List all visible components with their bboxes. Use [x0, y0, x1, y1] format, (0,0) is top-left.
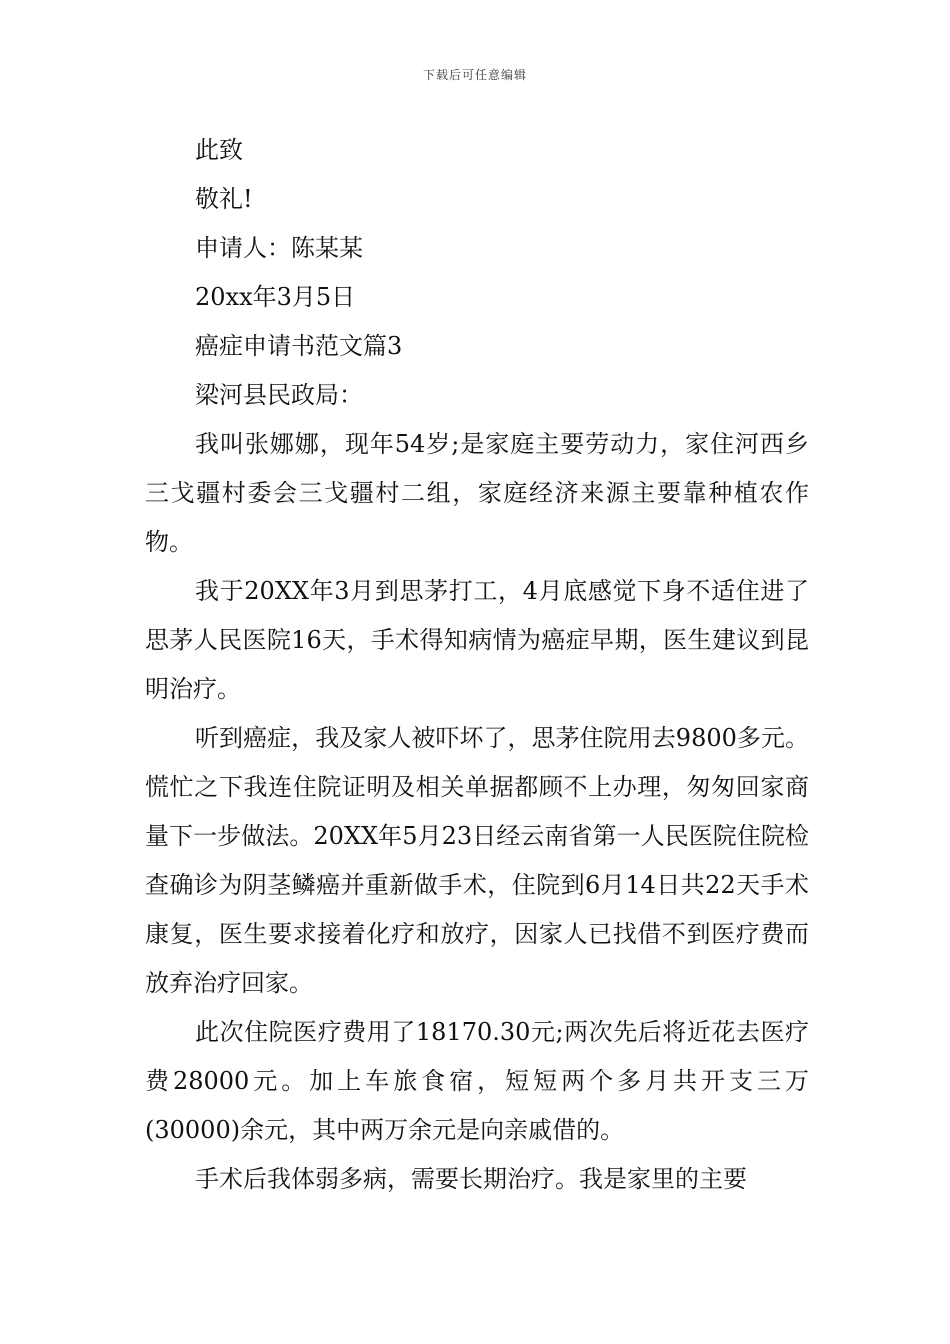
section-title: 癌症申请书范文篇3	[195, 332, 403, 360]
paragraph: 此次住院医疗费用了18170.30元;两次先后将近花去医疗费28000元。加上车旅食宿，短短两个多月共开支三万(30000)余元，其中两万余元是向亲戚借的。	[145, 1018, 809, 1144]
page-header: 下载后可任意编辑	[422, 68, 527, 82]
paragraph: 手术后我体弱多病，需要长期治疗。我是家里的主要	[195, 1165, 747, 1193]
paragraph: 我叫张娜娜，现年54岁;是家庭主要劳动力，家住河西乡三戈疆村委会三戈疆村二组，家庭经济来源主要靠种植农作物。	[145, 430, 809, 556]
paragraph: 听到癌症，我及家人被吓坏了，思茅住院用去9800多元。慌忙之下我连住院证明及相关单据都顾不上办理，匆匆回家商量下一步做法。20XX年5月23日经云南省第一人民医院住院检查确诊为阴茎鳞癌并重新做手术，住院到6月14日共22天手术康复，医生要求接着化疗和放疗，因家人已找借不到医疗费而放弃治疗回家。	[145, 724, 809, 997]
paragraph: 我于20XX年3月到思茅打工，4月底感觉下身不适住进了思茅人民医院16天，手术得知病情为癌症早期，医生建议到昆明治疗。	[145, 577, 809, 703]
document-body	[145, 126, 809, 1204]
applicant-signature: 申请人：陈某某	[195, 234, 363, 262]
closing-salutation: 此致	[195, 136, 243, 164]
recipient: 梁河县民政局：	[195, 381, 363, 409]
closing-regards: 敬礼!	[195, 185, 253, 213]
letter-date: 20xx年3月5日	[195, 283, 356, 311]
